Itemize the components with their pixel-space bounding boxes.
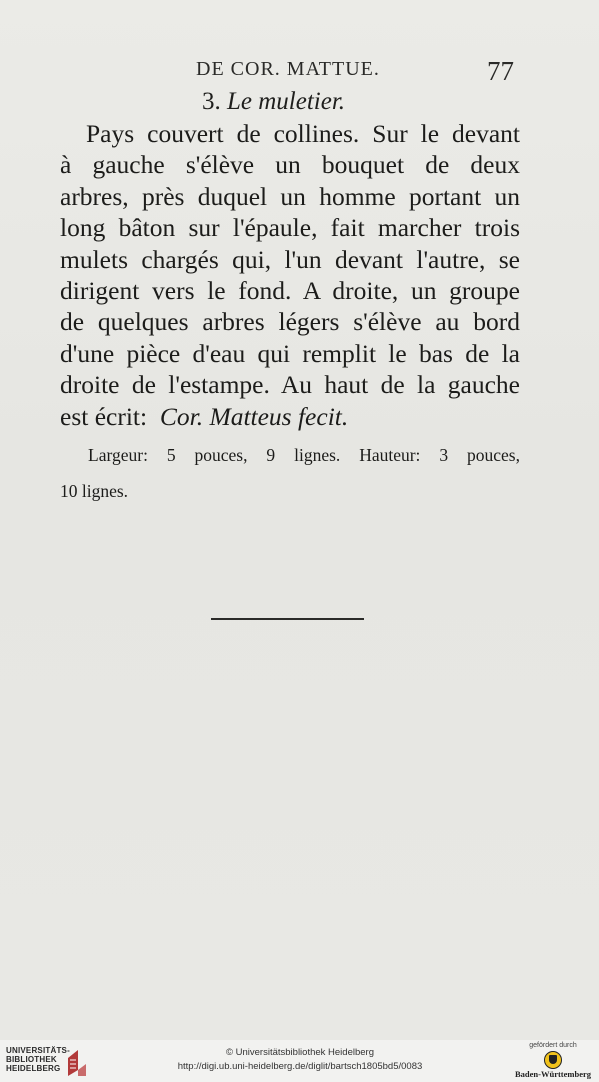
body-paragraph: [60, 118, 520, 432]
body-line: à gauche s'élève un bouquet de deux: [60, 150, 520, 180]
section-divider: [211, 618, 364, 620]
body-line: long bâton sur l'épaule, fait marcher trois: [60, 213, 520, 243]
page-number: 77: [487, 56, 514, 86]
sponsor-block[interactable]: [513, 1042, 593, 1078]
section-number: 3.: [202, 88, 221, 115]
sponsor-label: gefördert durch: [529, 1042, 577, 1049]
body-line: de quelques arbres légers s'élève au bord: [60, 307, 520, 337]
body-line: mulets chargés qui, l'un devant l'autre, se: [60, 244, 520, 274]
section-title: [202, 88, 345, 116]
body-line: droite de l'estampe. Au haut de la gauche: [60, 370, 520, 400]
section-title-text: Le muletier.: [227, 88, 346, 115]
inscription-text: Cor. Matteus fecit.: [159, 401, 349, 431]
footer-credit: [150, 1046, 450, 1074]
dimensions-line: Largeur: 5 pouces, 9 lignes. Hauteur: 3 pouces,: [88, 445, 520, 465]
inscription-prefix: est écrit:: [60, 401, 148, 431]
body-line: arbres, près duquel un homme portant un: [60, 181, 520, 211]
institution-name: UNIVERSITÄTS- BIBLIOTHEK HEIDELBERG: [6, 1046, 70, 1073]
source-url-link[interactable]: http://digi.ub.uni-heidelberg.de/diglit/bartsch1805bd5/0083: [177, 1061, 423, 1072]
state-crest-icon: [544, 1051, 562, 1069]
body-line: Pays couvert de collines. Sur le devant: [86, 119, 520, 148]
library-logo-icon: [66, 1048, 88, 1078]
copyright-text: © Universitätsbibliothek Heidelberg: [226, 1047, 374, 1058]
body-line-last: [60, 401, 520, 432]
dimensions: [60, 437, 520, 509]
library-logo[interactable]: [6, 1046, 70, 1073]
dimensions-line: 10 lignes.: [60, 481, 129, 501]
body-line: d'une pièce d'eau qui remplit le bas de la: [60, 338, 520, 368]
footer-bar: [0, 1040, 599, 1082]
sponsor-name: Baden-Württemberg: [514, 1069, 591, 1079]
running-head: DE COR. MATTUE.: [196, 58, 380, 80]
body-line: dirigent vers le fond. A droite, un groupe: [60, 276, 520, 306]
